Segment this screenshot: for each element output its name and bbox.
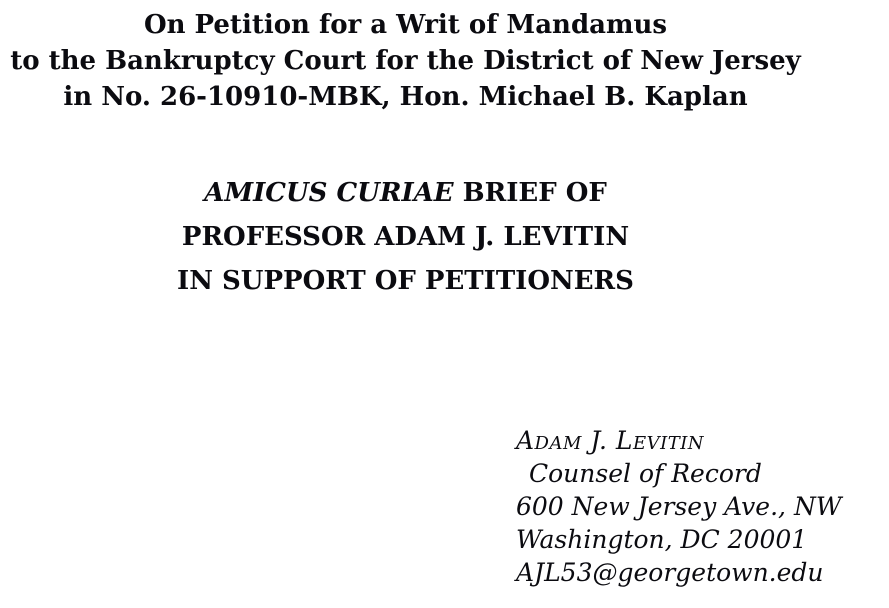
brief-title-line-3: IN SUPPORT OF PETITIONERS [177, 266, 634, 296]
petition-heading-line-1: On Petition for a Writ of Mandamus [143, 10, 668, 40]
counsel-address-line-1: 600 New Jersey Ave., NW [516, 492, 842, 521]
petition-heading [0, 7, 811, 115]
counsel-role: Counsel of Record [529, 459, 762, 488]
petition-heading-line-3: in No. 26-10910-MBK, Hon. Michael B. Kaplan [63, 82, 748, 112]
counsel-email: AJL53@georgetown.edu [516, 558, 824, 587]
brief-title [0, 171, 811, 303]
petition-heading-line-2: to the Bankruptcy Court for the District of New Jersey [10, 46, 801, 76]
brief-title-line-1-rest: BRIEF OF [453, 178, 607, 208]
counsel-address-line-2: Washington, DC 20001 [516, 525, 808, 554]
counsel-block [516, 424, 842, 589]
amicus-curiae-italic-text: AMICUS CURIAE [204, 178, 454, 208]
counsel-name: Adam J. Levitin [516, 426, 705, 455]
brief-title-line-1 [0, 171, 811, 215]
brief-title-line-2: PROFESSOR ADAM J. LEVITIN [181, 222, 630, 252]
